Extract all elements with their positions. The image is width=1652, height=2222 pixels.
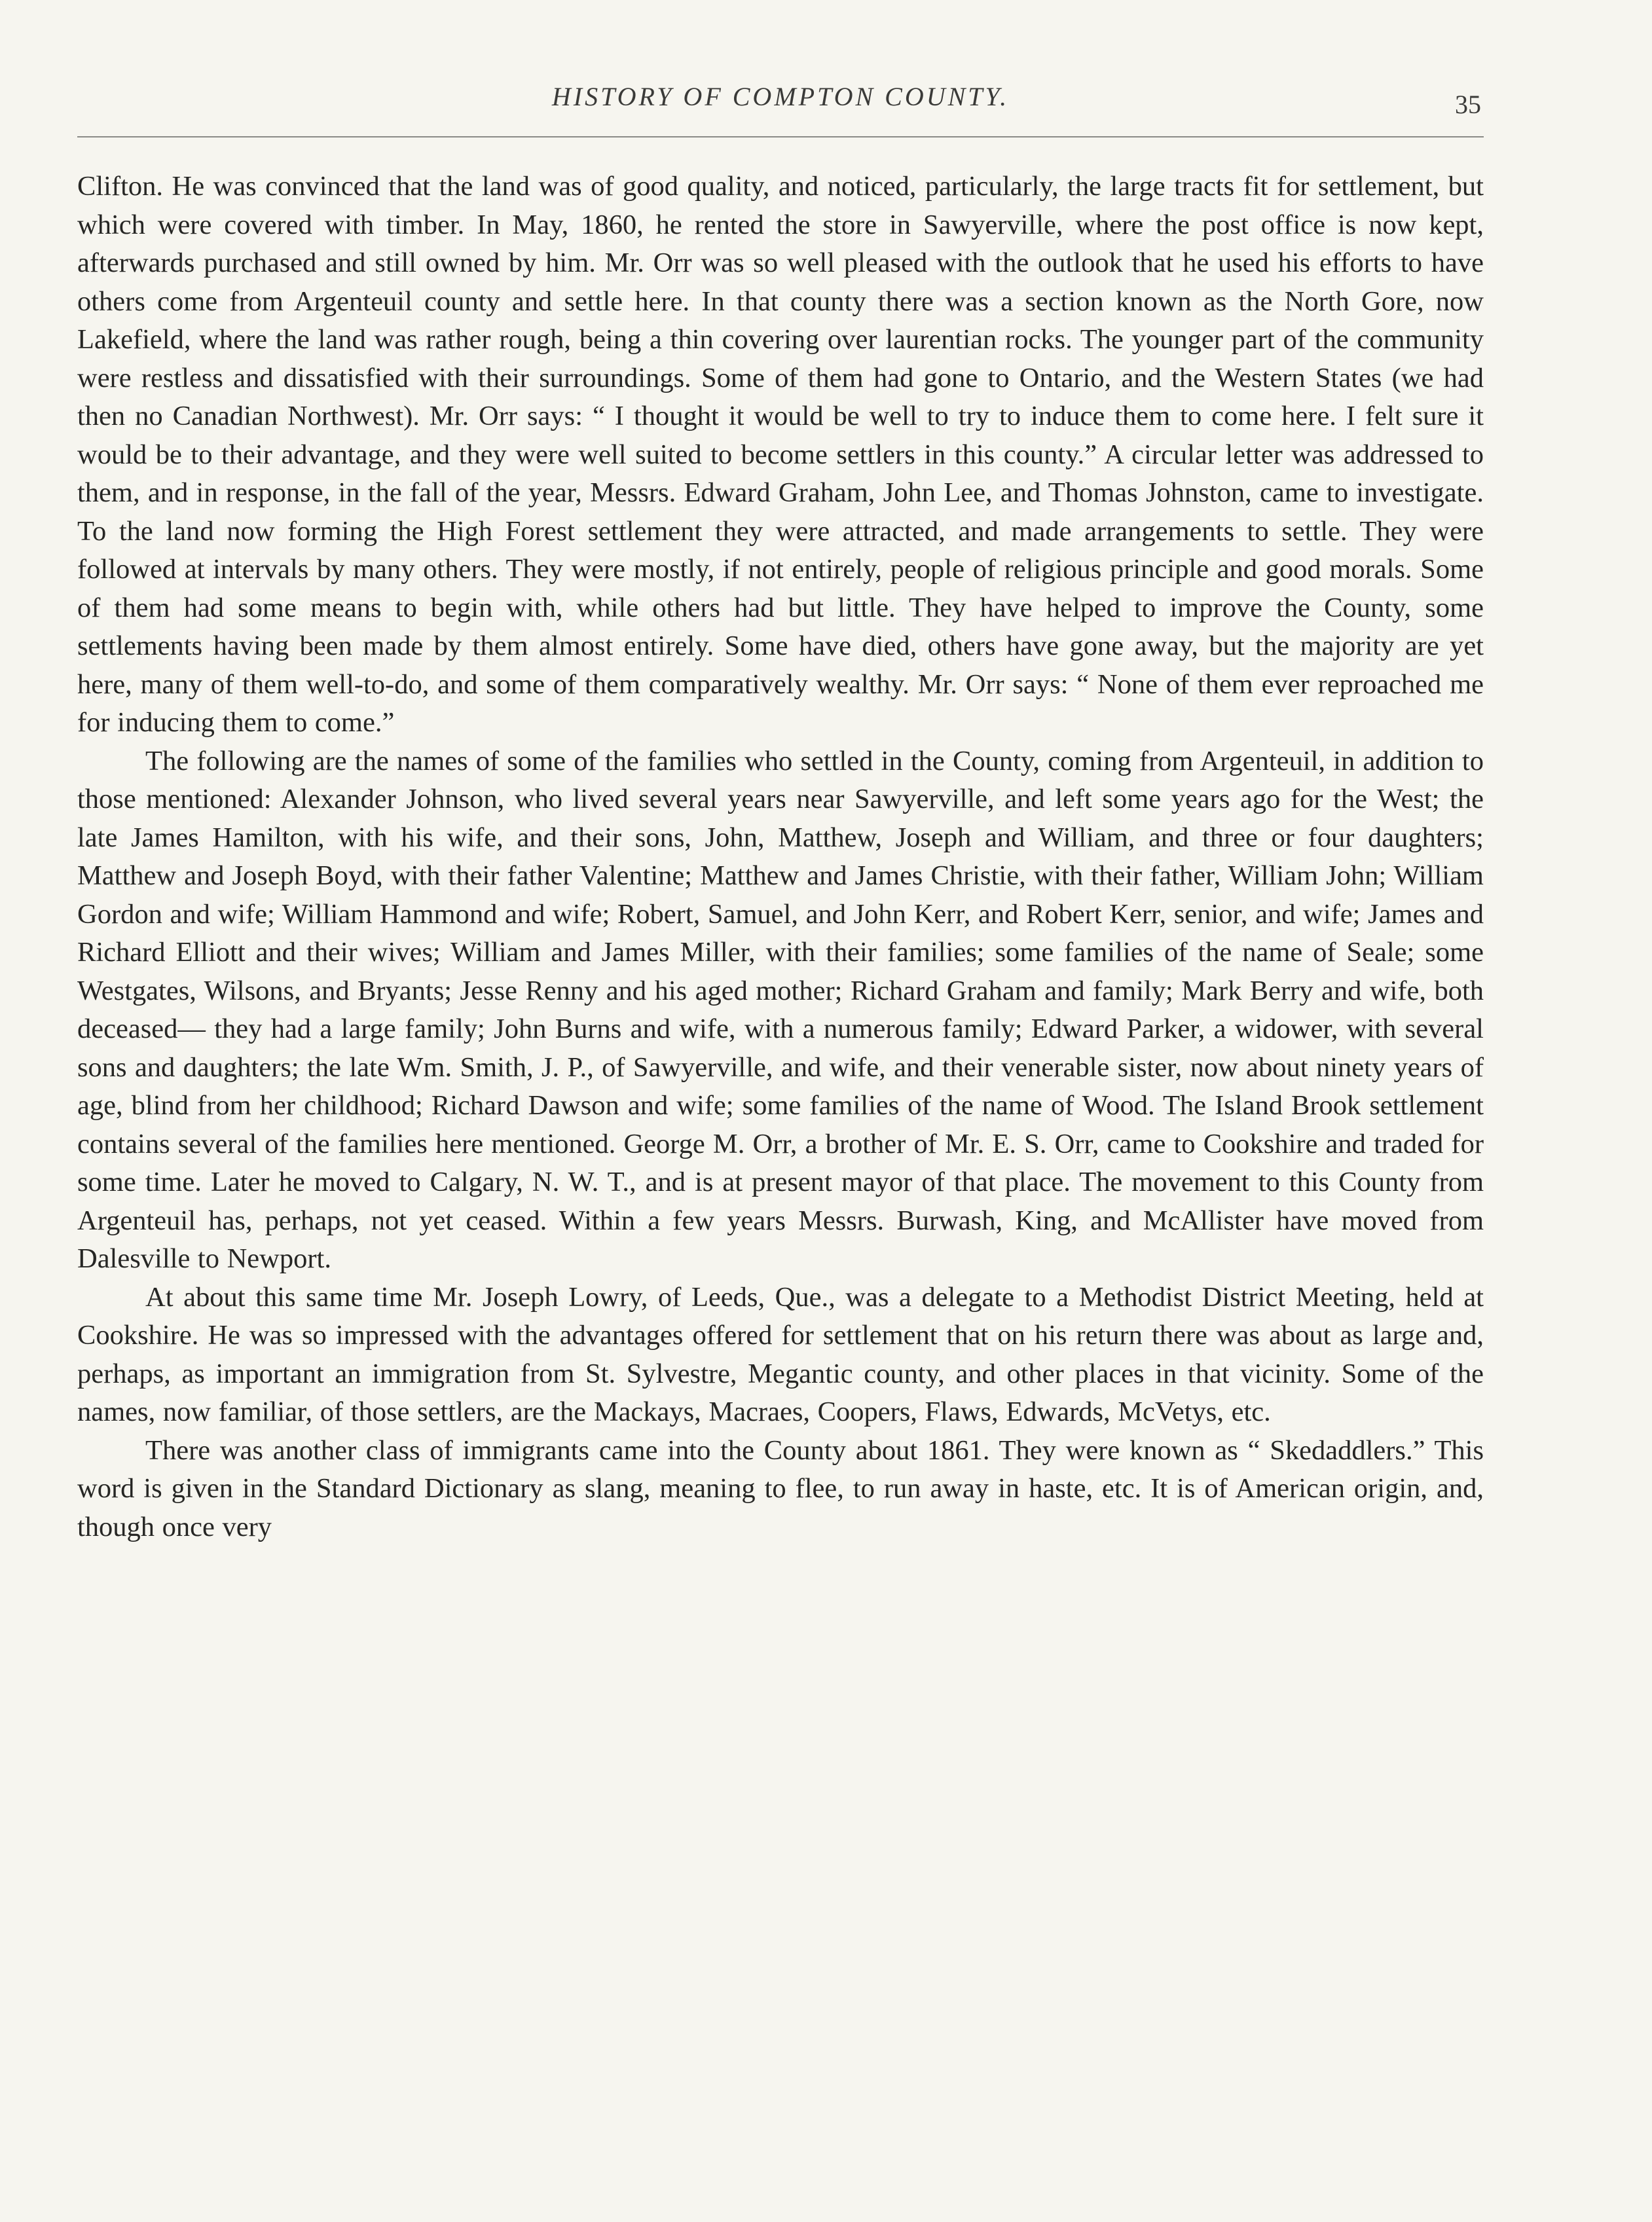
running-head — [77, 77, 1484, 137]
page-number: 35 — [1455, 90, 1481, 119]
paragraph-2: The following are the names of some of the families who settled in the County, coming from Argenteuil, in addition to those mentioned: Alexander Johnson, who lived several years near Sawyerville, and left some years ago for the West; the late James Hamilton, with his wife, and their sons, John, Matthew, Joseph and William, and three or four daughters; Matthew and Joseph Boyd, with their father Valentine; Matthew and James Christie, with their father, William John; William Gordon and wife; William Hammond and wife; Robert, Samuel, and John Kerr, and Robert Kerr, senior, and wife; James and Richard Elliott and their wives; William and James Miller, with their families; some families of the name of Seale; some Westgates, Wilsons, and Bryants; Jesse Renny and his aged mother; Richard Graham and family; Mark Berry and wife, both deceased— they had a large family; John Burns and wife, with a numerous family; Edward Parker, a widower, with several sons and daughters; the late Wm. Smith, J. P., of Sawyerville, and wife, and their venerable sister, now about ninety years of age, blind from her childhood; Richard Dawson and wife; some families of the name of Wood. The Island Brook settlement contains several of the families here mentioned. George M. Orr, a brother of Mr. E. S. Orr, came to Cookshire and traded for some time. Later he moved to Calgary, N. W. T., and is at present mayor of that place. The movement to this County from Argenteuil has, perhaps, not yet ceased. Within a few years Messrs. Burwash, King, and McAllister have moved from Dalesville to Newport. — [77, 745, 1484, 1274]
paragraph-3: At about this same time Mr. Joseph Lowry, of Leeds, Que., was a delegate to a Methodist District Meeting, held at Cookshire. He was so impressed with the advantages offered for settlement that on his return there was about as large and, perhaps, as important an immigration from St. Sylvestre, Megantic county, and other places in that vicinity. Some of the names, now familiar, of those settlers, are the Mackays, Macraes, Coopers, Flaws, Edwards, McVetys, etc. — [77, 1281, 1484, 1427]
running-title: HISTORY OF COMPTON COUNTY. — [551, 82, 1010, 111]
paragraph-4: There was another class of immigrants came into the County about 1861. They were known as “ Skedaddlers.” This word is given in the Standard Dictionary as slang, meaning to flee, to run away in haste, etc. It is of American origin, and, though once very — [77, 1434, 1484, 1542]
paragraph-1: Clifton. He was convinced that the land was of good quality, and noticed, particularly, the large tracts fit for settlement, but which were covered with timber. In May, 1860, he rented the store in Sawyerville, where the post office is now kept, afterwards purchased and still owned by him. Mr. Orr was so well pleased with the outlook that he used his efforts to have others come from Argenteuil county and settle here. In that county there was a section known as the North Gore, now Lakefield, where the land was rather rough, being a thin covering over laurentian rocks. The younger part of the community were restless and dissatisfied with their surroundings. Some of them had gone to Ontario, and the Western States (we had then no Canadian Northwest). Mr. Orr says: “ I thought it would be well to try to induce them to come here. I felt sure it would be to their advantage, and they were well suited to become settlers in this county.” A circular letter was addressed to them, and in response, in the fall of the year, Messrs. Edward Graham, John Lee, and Thomas Johnston, came to investigate. To the land now forming the High Forest settlement they were attracted, and made arrangements to settle. They were followed at intervals by many others. They were mostly, if not entirely, people of religious principle and good morals. Some of them had some means to begin with, while others had but little. They have helped to improve the County, some settlements having been made by them almost entirely. Some have died, others have gone away, but the majority are yet here, many of them well-to-do, and some of them comparatively wealthy. Mr. Orr says: “ None of them ever reproached me for inducing them to come.” — [77, 171, 1484, 738]
body-text — [77, 168, 1484, 1546]
